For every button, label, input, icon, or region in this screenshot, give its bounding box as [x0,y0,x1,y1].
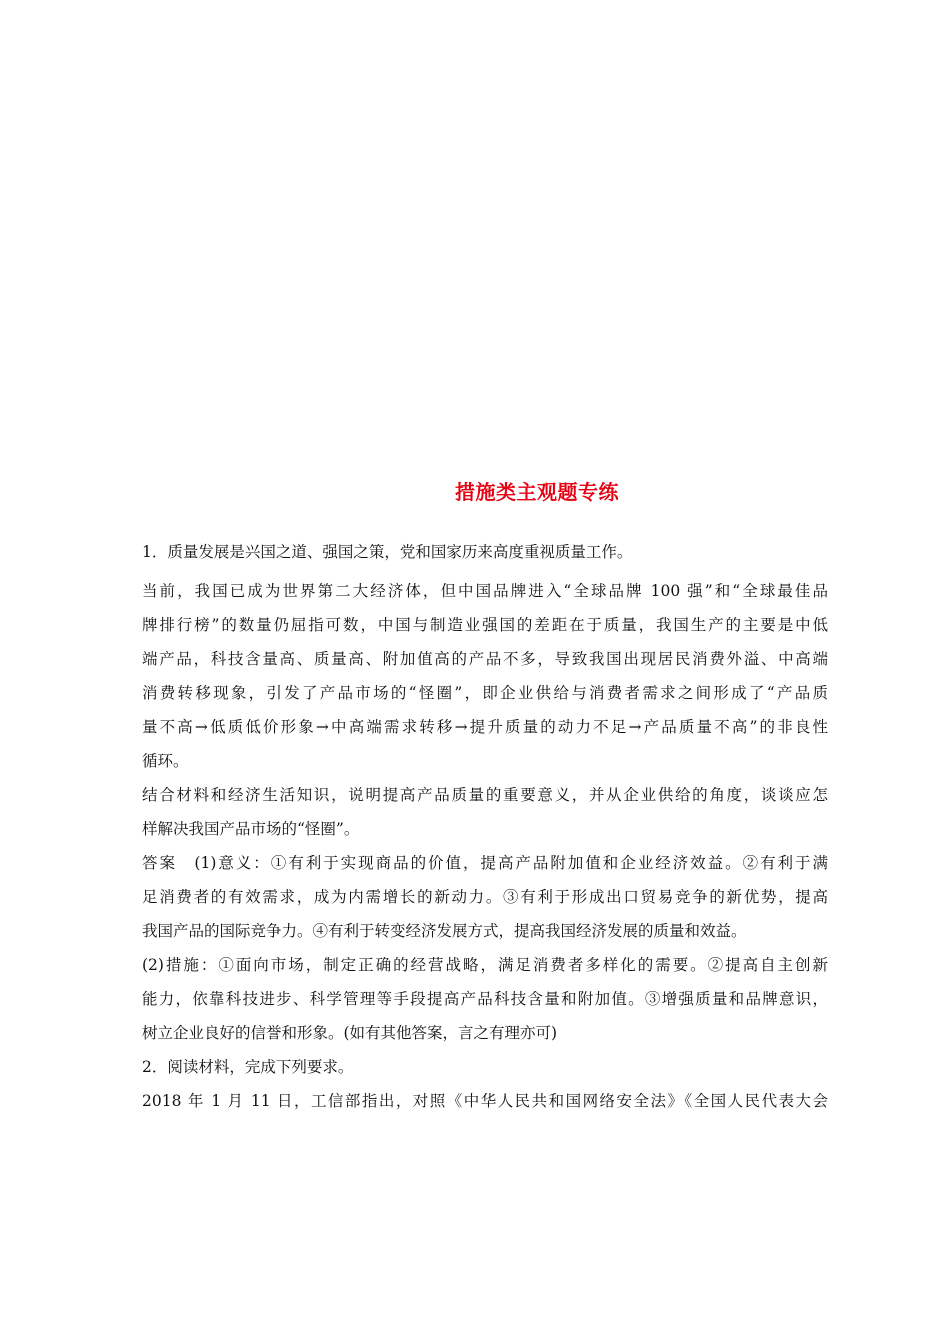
material-line: 牌排行榜”的数量仍屈指可数，中国与制造业强国的差距在于质量，我国生产的主要是中低 [142,616,828,634]
question-1-intro: 1．质量发展是兴国之道、强国之策，党和国家历来高度重视质量工作。 [142,543,633,561]
question-2-intro: 2．阅读材料，完成下列要求。 [142,1058,354,1076]
question-prompt-line: 样解决我国产品市场的“怪圈”。 [142,820,360,838]
material-line: 循环。 [142,752,189,770]
material-line: 2018 年 1 月 11 日，工信部指出，对照《中华人民共和国网络安全法》《全国人民代表大会 [142,1092,828,1110]
page-title: 措施类主观题专练 [455,480,619,504]
material-line: 消费转移现象，引发了产品市场的“怪圈”，即企业供给与消费者需求之间形成了“产品质 [142,684,828,702]
answer-line: 能力，依靠科技进步、科学管理等手段提高产品科技含量和附加值。③增强质量和品牌意识， [142,990,828,1008]
material-line: 量不高→低质低价形象→中高端需求转移→提升质量的动力不足→产品质量不高”的非良性 [142,718,828,736]
answer-line: (2)措施：①面向市场，制定正确的经营战略，满足消费者多样化的需要。②提高自主创新 [142,956,828,974]
material-line: 端产品，科技含量高、质量高、附加值高的产品不多，导致我国出现居民消费外溢、中高端 [142,650,828,668]
answer-line: 我国产品的国际竞争力。④有利于转变经济发展方式，提高我国经济发展的质量和效益。 [142,922,747,940]
document-body [142,540,828,1118]
answer-line: 答案 (1)意义：①有利于实现商品的价值，提高产品附加值和企业经济效益。②有利于满 [142,854,828,872]
answer-line: 足消费者的有效需求，成为内需增长的新动力。③有利于形成出口贸易竞争的新优势，提高 [142,888,828,906]
material-line: 当前，我国已成为世界第二大经济体，但中国品牌进入“全球品牌 100 强”和“全球最佳品 [142,582,828,600]
question-prompt-line: 结合材料和经济生活知识，说明提高产品质量的重要意义，并从企业供给的角度，谈谈应怎 [142,786,828,804]
answer-line: 树立企业良好的信誉和形象。(如有其他答案，言之有理亦可) [142,1024,558,1042]
